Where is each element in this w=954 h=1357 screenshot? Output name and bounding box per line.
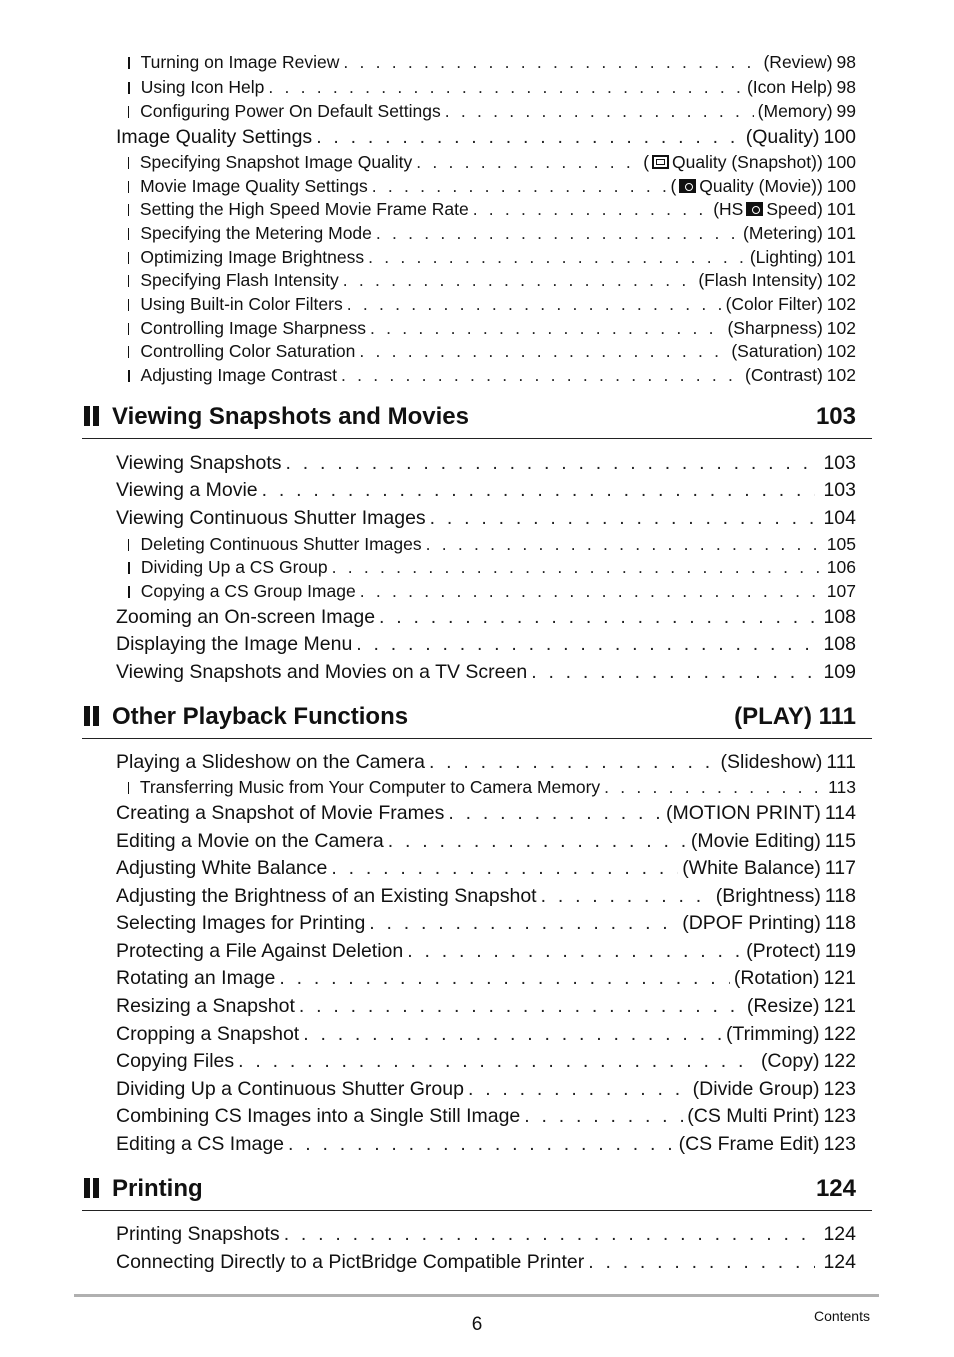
entry-title: Configuring Power On Default Settings: [140, 101, 441, 121]
bullet-icon: [128, 323, 129, 335]
toc-entry[interactable]: [116, 1251, 856, 1278]
section-marker-icon: [84, 406, 102, 431]
reference-text: (Lighting): [749, 247, 823, 267]
dot-leader: [370, 318, 723, 339]
entry-reference: [758, 101, 833, 122]
bullet-icon: [128, 82, 130, 94]
toc-entry[interactable]: [128, 270, 856, 294]
toc-entry[interactable]: [116, 1133, 856, 1160]
snapshot-frame-icon: [652, 155, 669, 169]
toc-entry[interactable]: [128, 534, 856, 558]
toc-entry[interactable]: [116, 1105, 856, 1132]
reference-text: (Memory): [757, 101, 833, 121]
entry-page-number: 102: [826, 341, 856, 361]
entry-reference: [691, 830, 821, 853]
entry-reference: [698, 270, 822, 291]
entry-reference: [716, 885, 821, 908]
entry-page-number: 99: [836, 101, 856, 121]
entry-title: Specifying the Metering Mode: [140, 223, 372, 243]
reference-text: (Contrast): [745, 365, 823, 385]
toc-entry[interactable]: [128, 176, 856, 200]
entry-reference: [666, 802, 821, 825]
section-page-number: 103: [815, 403, 856, 430]
entry-title: Deleting Continuous Shutter Images: [140, 534, 422, 554]
dot-leader: [379, 606, 815, 629]
dot-leader: [262, 479, 816, 502]
entry-page-number: 104: [823, 507, 856, 529]
entry-reference: [713, 199, 823, 220]
bullet-icon: [128, 370, 130, 382]
toc-entry[interactable]: [128, 294, 856, 318]
dot-leader: [368, 247, 746, 268]
toc-entry[interactable]: [128, 52, 856, 76]
toc-entry[interactable]: [116, 633, 856, 660]
toc-entry[interactable]: [128, 318, 856, 342]
entry-page-number: 115: [824, 830, 856, 852]
entry-reference: [746, 126, 820, 149]
dot-leader: [473, 199, 710, 220]
toc-entry[interactable]: [128, 341, 856, 365]
entry-page-number: 121: [823, 995, 856, 1017]
bullet-icon: [128, 157, 129, 169]
entry-title: Movie Image Quality Settings: [140, 176, 368, 196]
reference-text: (Icon Help): [746, 77, 833, 97]
bullet-icon: [128, 782, 129, 794]
dot-leader: [541, 885, 712, 908]
entry-reference: [687, 1105, 819, 1128]
bullet-icon: [128, 275, 129, 287]
dot-leader: [445, 101, 754, 122]
bullet-icon: [128, 586, 130, 598]
entry-title: Using Built-in Color Filters: [140, 294, 343, 314]
dot-leader: [430, 507, 816, 530]
dot-leader: [268, 77, 743, 98]
page-number: 6: [471, 1314, 483, 1335]
entry-title: Creating a Snapshot of Movie Frames: [116, 802, 445, 824]
entry-page-number: 123: [823, 1078, 856, 1100]
entry-page-number: 108: [823, 606, 856, 628]
entry-page-number: 123: [823, 1105, 856, 1127]
reference-prefix: (: [670, 176, 677, 196]
reference-text: (Slideshow): [720, 751, 823, 773]
dot-leader: [531, 661, 815, 684]
entry-page-number: 102: [826, 294, 856, 314]
entry-title: Optimizing Image Brightness: [140, 247, 365, 267]
toc-entry[interactable]: [128, 77, 856, 101]
entry-page-number: 101: [826, 199, 856, 219]
entry-title: Editing a CS Image: [116, 1133, 285, 1155]
toc-entry[interactable]: [128, 365, 856, 389]
entry-page-number: 122: [823, 1050, 856, 1072]
reference-text: (Flash Intensity): [698, 270, 823, 290]
reference-text: (Resize): [746, 995, 820, 1017]
entry-title: Specifying Flash Intensity: [140, 270, 339, 290]
toc-entry[interactable]: [128, 247, 856, 271]
section-page-number: 124: [815, 1175, 856, 1202]
dot-leader: [299, 995, 743, 1018]
reference-text: Quality (Snapshot)): [672, 152, 823, 172]
entry-page-number: 103: [823, 479, 856, 501]
dot-leader: [448, 802, 662, 825]
entry-title: Editing a Movie on the Camera: [116, 830, 384, 852]
entry-reference: [731, 341, 822, 362]
dot-leader: [376, 223, 739, 244]
bullet-icon: [128, 57, 130, 69]
entry-reference: [643, 152, 823, 173]
entry-page-number: 122: [823, 1023, 856, 1045]
entry-title: Connecting Directly to a PictBridge Compatible Printer: [116, 1251, 585, 1273]
dot-leader: [588, 1251, 815, 1274]
entry-reference: [747, 995, 820, 1018]
entry-reference: [746, 940, 821, 963]
entry-title: Turning on Image Review: [140, 52, 340, 72]
entry-page-number: 118: [824, 912, 856, 934]
toc-entry[interactable]: [116, 751, 856, 778]
toc-entry[interactable]: [116, 1050, 856, 1077]
toc-entry[interactable]: [116, 830, 856, 857]
entry-title: Printing Snapshots: [116, 1223, 280, 1245]
entry-reference: [682, 912, 821, 935]
entry-reference: [763, 52, 832, 73]
reference-text: (Saturation): [731, 341, 823, 361]
dot-leader: [347, 294, 722, 315]
section-page-number: (PLAY) 111: [734, 703, 856, 730]
entry-title: Dividing Up a CS Group: [140, 557, 328, 577]
entry-reference: [682, 857, 821, 880]
dot-leader: [331, 857, 678, 880]
entry-page-number: 111: [826, 751, 856, 773]
entry-title: Copying a CS Group Image: [140, 581, 356, 601]
entry-reference: [726, 294, 823, 315]
dot-leader: [316, 126, 742, 149]
toc-entry[interactable]: [116, 1223, 856, 1250]
entry-page-number: 105: [826, 534, 856, 554]
section-title[interactable]: Other Playback Functions: [112, 703, 409, 730]
section-title[interactable]: Printing: [112, 1175, 203, 1202]
entry-title: Viewing Snapshots: [116, 452, 282, 474]
entry-page-number: 101: [826, 223, 856, 243]
bullet-icon: [128, 346, 129, 358]
toc-entry[interactable]: [128, 101, 856, 125]
bullet-icon: [128, 228, 129, 240]
dot-leader: [284, 1223, 816, 1246]
dot-leader: [524, 1105, 683, 1128]
entry-title: Viewing Snapshots and Movies on a TV Screen: [116, 661, 528, 683]
entry-page-number: 118: [824, 885, 856, 907]
dot-leader: [426, 534, 819, 555]
section-heading: [82, 1174, 872, 1211]
dot-leader: [341, 365, 741, 386]
entry-page-number: 102: [826, 318, 856, 338]
dot-leader: [468, 1078, 689, 1101]
bullet-icon: [128, 252, 129, 264]
reference-text: (Trimming): [725, 1023, 820, 1045]
movie-camera-icon: [679, 179, 696, 193]
entry-title: Controlling Image Sharpness: [140, 318, 367, 338]
dot-leader: [369, 912, 678, 935]
entry-title: Dividing Up a Continuous Shutter Group: [116, 1078, 464, 1100]
entry-page-number: 98: [836, 77, 856, 97]
entry-title: Cropping a Snapshot: [116, 1023, 300, 1045]
toc-entry[interactable]: [116, 661, 856, 688]
toc-entry[interactable]: [128, 777, 856, 801]
entry-page-number: 101: [826, 247, 856, 267]
reference-text: (CS Multi Print): [687, 1105, 820, 1127]
entry-title: Using Icon Help: [140, 77, 265, 97]
section-marker-icon: [84, 1178, 102, 1203]
entry-title: Setting the High Speed Movie Frame Rate: [139, 199, 469, 219]
dot-leader: [238, 1050, 757, 1073]
entry-page-number: 100: [826, 176, 856, 196]
entry-title: Specifying Snapshot Image Quality: [139, 152, 413, 172]
reference-text: Speed): [766, 199, 823, 219]
reference-text: (Quality): [745, 126, 820, 148]
entry-reference: [747, 77, 833, 98]
entry-page-number: 119: [824, 940, 856, 962]
entry-title: Resizing a Snapshot: [116, 995, 295, 1017]
toc-entry[interactable]: [128, 223, 856, 247]
dot-leader: [388, 830, 687, 853]
entry-page-number: 121: [823, 967, 856, 989]
dot-leader: [279, 967, 729, 990]
entry-page-number: 108: [823, 633, 856, 655]
bullet-icon: [128, 299, 129, 311]
toc-entry[interactable]: [116, 1023, 856, 1050]
entry-title: Protecting a File Against Deletion: [116, 940, 404, 962]
dot-leader: [359, 341, 727, 362]
entry-reference: [679, 1133, 820, 1156]
bullet-icon: [128, 539, 129, 551]
entry-page-number: 102: [826, 270, 856, 290]
toc-entry[interactable]: [116, 479, 856, 506]
section-heading: [82, 402, 872, 439]
section-marker-icon: [84, 706, 102, 731]
dot-leader: [407, 940, 742, 963]
entry-title: Adjusting the Brightness of an Existing Snapshot: [116, 885, 537, 907]
entry-page-number: 102: [826, 365, 856, 385]
dot-leader: [332, 557, 819, 578]
entry-title: Adjusting Image Contrast: [140, 365, 338, 385]
toc-entry[interactable]: [116, 885, 856, 912]
reference-text: (Copy): [760, 1050, 820, 1072]
footer-section-label: Contents: [813, 1308, 870, 1324]
dot-leader: [288, 1133, 675, 1156]
entry-title: Copying Files: [116, 1050, 235, 1072]
toc-entry[interactable]: [116, 606, 856, 633]
entry-reference: [693, 1078, 820, 1101]
dot-leader: [303, 1023, 722, 1046]
entry-page-number: 117: [824, 857, 856, 879]
bullet-icon: [128, 562, 130, 574]
dot-leader: [360, 581, 819, 602]
entry-reference: [720, 751, 822, 774]
reference-text: (Movie Editing): [690, 830, 821, 852]
toc-entry[interactable]: [128, 557, 856, 581]
entry-reference: [761, 1050, 820, 1073]
entry-page-number: 124: [823, 1251, 856, 1273]
dot-leader: [429, 751, 717, 774]
entry-title: Selecting Images for Printing: [116, 912, 366, 934]
entry-reference: [670, 176, 822, 197]
entry-reference: [743, 223, 823, 244]
reference-text: (Metering): [743, 223, 823, 243]
reference-text: (DPOF Printing): [682, 912, 821, 934]
entry-title: Image Quality Settings: [116, 126, 313, 148]
entry-title: Controlling Color Saturation: [140, 341, 356, 361]
entry-reference: [750, 247, 823, 268]
reference-text: (Sharpness): [727, 318, 823, 338]
reference-text: (White Balance): [682, 857, 821, 879]
reference-text: (CS Frame Edit): [678, 1133, 820, 1155]
toc-entry[interactable]: [116, 126, 856, 153]
entry-title: Combining CS Images into a Single Still Image: [116, 1105, 521, 1127]
entry-title: Zooming an On-screen Image: [116, 606, 376, 628]
entry-title: Playing a Slideshow on the Camera: [116, 751, 425, 773]
toc-entry[interactable]: [116, 1078, 856, 1105]
entry-title: Viewing a Movie: [116, 479, 258, 501]
dot-leader: [604, 777, 820, 798]
toc-entry[interactable]: [116, 967, 856, 994]
reference-text: (Divide Group): [692, 1078, 820, 1100]
footer-divider: [74, 1294, 879, 1297]
bullet-icon: [128, 106, 129, 118]
toc-entry[interactable]: [116, 802, 856, 829]
toc-entry[interactable]: [128, 581, 856, 605]
bullet-icon: [128, 204, 129, 216]
dot-leader: [356, 633, 815, 656]
entry-page-number: 109: [823, 661, 856, 683]
entry-reference: [727, 318, 822, 339]
toc-entry[interactable]: [128, 199, 856, 223]
reference-text: (MOTION PRINT): [666, 802, 821, 824]
reference-text: (Color Filter): [725, 294, 823, 314]
entry-page-number: 100: [823, 126, 856, 148]
toc-entry[interactable]: [116, 995, 856, 1022]
entry-page-number: 107: [826, 581, 856, 601]
reference-text: (Brightness): [715, 885, 821, 907]
entry-page-number: 124: [823, 1223, 856, 1245]
reference-text: (Protect): [746, 940, 821, 962]
toc-entry[interactable]: [116, 940, 856, 967]
entry-page-number: 103: [823, 452, 856, 474]
dot-leader: [372, 176, 667, 197]
movie-camera-icon: [746, 202, 763, 216]
entry-page-number: 123: [823, 1133, 856, 1155]
reference-text: Quality (Movie)): [699, 176, 823, 196]
entry-reference: [734, 967, 820, 990]
entry-page-number: 98: [836, 52, 856, 72]
toc-entry[interactable]: [116, 452, 856, 479]
section-title[interactable]: Viewing Snapshots and Movies: [112, 403, 469, 430]
dot-leader: [286, 452, 816, 475]
bullet-icon: [128, 181, 129, 193]
toc-entry[interactable]: [128, 152, 856, 176]
entry-reference: [745, 365, 823, 386]
entry-page-number: 106: [826, 557, 856, 577]
entry-page-number: 113: [828, 777, 856, 797]
entry-title: Adjusting White Balance: [116, 857, 328, 879]
entry-page-number: 114: [824, 802, 856, 824]
toc-entry[interactable]: [116, 912, 856, 939]
reference-text: (Rotation): [733, 967, 820, 989]
entry-reference: [726, 1023, 820, 1046]
section-heading: [82, 702, 872, 739]
toc-entry[interactable]: [116, 857, 856, 884]
dot-leader: [343, 270, 695, 291]
reference-text: (Review): [763, 52, 833, 72]
entry-title: Viewing Continuous Shutter Images: [116, 507, 426, 529]
dot-leader: [416, 152, 639, 173]
dot-leader: [343, 52, 759, 73]
entry-page-number: 100: [826, 152, 856, 172]
entry-title: Transferring Music from Your Computer to Camera Memory: [139, 777, 601, 797]
entry-title: Displaying the Image Menu: [116, 633, 353, 655]
toc-entry[interactable]: [116, 507, 856, 534]
reference-prefix: (: [643, 152, 650, 172]
reference-prefix: (HS: [713, 199, 744, 219]
entry-title: Rotating an Image: [116, 967, 276, 989]
